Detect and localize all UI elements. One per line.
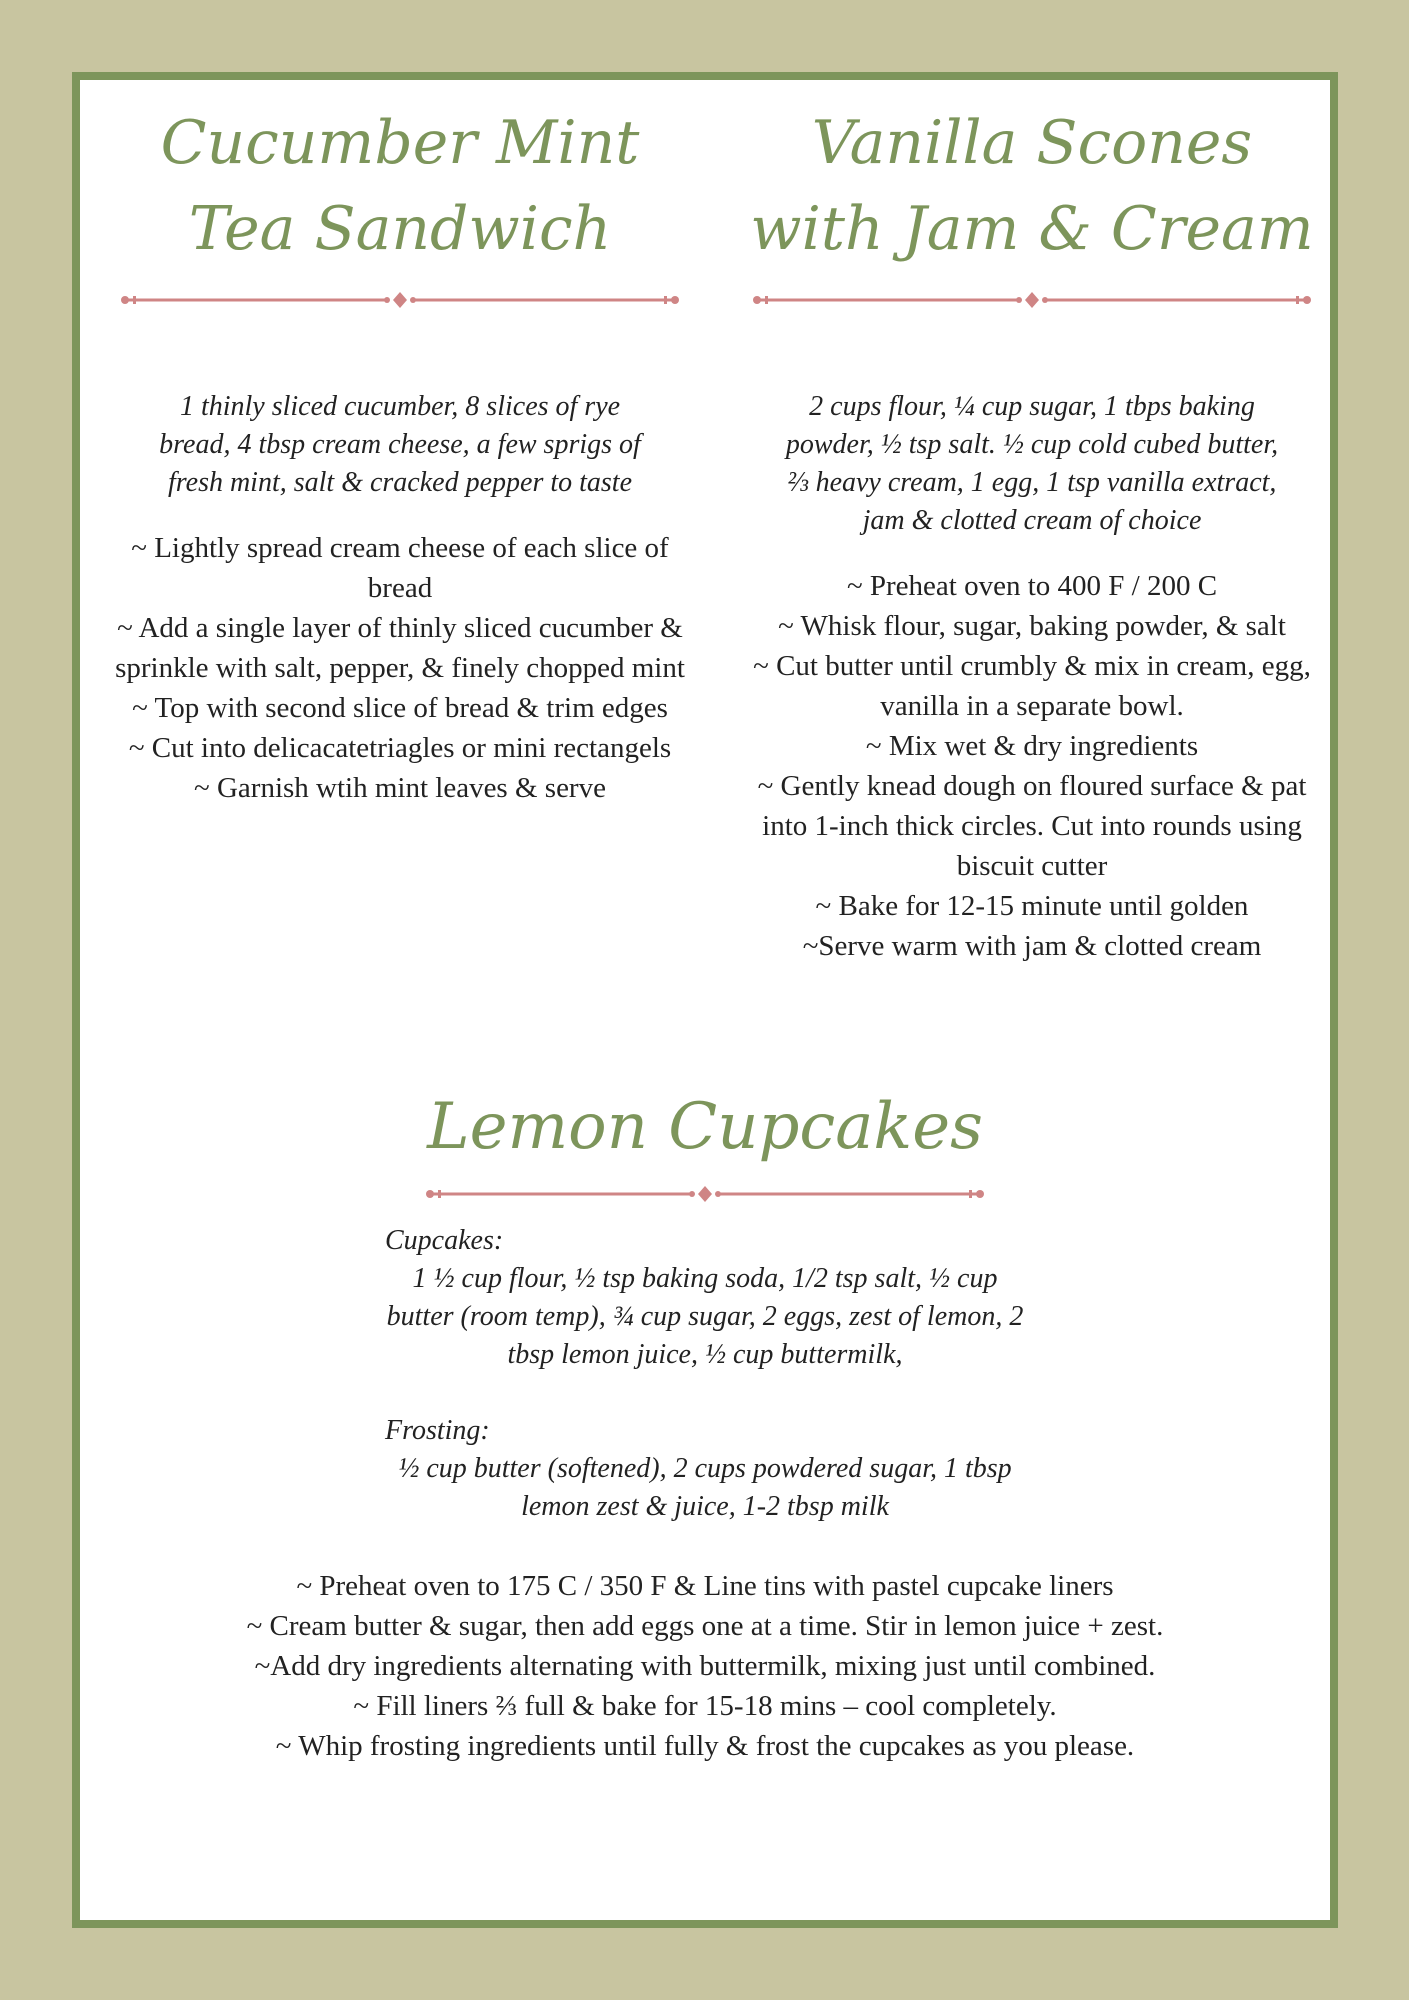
step-item: ~ Whip frosting ingredients until fully & frost the cupcakes as you please.	[275, 1730, 1135, 1762]
step-item: ~ Cut butter until crumbly & mix in cream, egg, vanilla in a separate bowl.	[753, 650, 1311, 722]
step-item: ~ Lightly spread cream cheese of each slice of bread	[131, 532, 669, 604]
ornament-divider-icon	[747, 290, 1317, 310]
frosting-label: Frosting:	[385, 1415, 490, 1446]
cupcakes-text: 1 ½ cup flour, ½ tsp baking soda, 1/2 tsp salt, ½ cup butter (room temp), ¾ cup sugar, 2 eggs, zest of lemon, 2 tbsp lemon juice, ½ cup buttermilk,	[386, 1263, 1024, 1370]
ornament-divider-icon	[420, 1184, 990, 1204]
cupcakes-ingredients	[385, 1222, 1025, 1374]
step-item: ~ Garnish wtih mint leaves & serve	[194, 772, 606, 804]
step-item: ~ Bake for 12-15 minute until golden	[815, 890, 1249, 922]
ingredients-text: 2 cups flour, ¼ cup sugar, 1 tbps baking powder, ½ tsp salt. ½ cup cold cubed butter, ⅔ heavy cream, 1 egg, 1 tsp vanilla extract, jam & clotted cream of choice	[785, 391, 1279, 536]
title-line-1: Vanilla Scones	[811, 108, 1253, 178]
recipe-title	[732, 100, 1332, 272]
step-item: ~Serve warm with jam & clotted cream	[802, 930, 1262, 962]
cucumber-sandwich-recipe	[100, 100, 700, 808]
ingredients-text: 1 thinly sliced cucumber, 8 slices of rye bread, 4 tbsp cream cheese, a few sprigs of fresh mint, salt & cracked pepper to taste	[159, 391, 641, 498]
step-item: ~ Preheat oven to 400 F / 200 C	[846, 570, 1218, 602]
step-item: ~ Whisk flour, sugar, baking powder, & salt	[778, 610, 1286, 642]
step-item: ~ Fill liners ⅔ full & bake for 15-18 mins – cool completely.	[353, 1690, 1057, 1722]
step-item: ~ Add a single layer of thinly sliced cucumber & sprinkle with salt, pepper, & finely chopped mint	[115, 612, 685, 684]
title-line-2: with Jam & Cream	[750, 194, 1314, 264]
steps-list	[742, 566, 1322, 966]
title-line-2: Tea Sandwich	[188, 194, 612, 264]
step-item: ~ Cut into delicacatetriagles or mini rectangels	[128, 732, 672, 764]
frosting-ingredients	[385, 1412, 1025, 1526]
vanilla-scones-recipe	[732, 100, 1332, 966]
steps-list	[225, 1566, 1185, 1766]
recipe-title	[100, 100, 700, 272]
step-item: ~Add dry ingredients alternating with buttermilk, mixing just until combined.	[254, 1650, 1156, 1682]
step-item: ~ Mix wet & dry ingredients	[865, 730, 1199, 762]
title-line-1: Cucumber Mint	[160, 108, 640, 178]
recipe-card	[72, 72, 1338, 1928]
frosting-text: ½ cup butter (softened), 2 cups powdered sugar, 1 tbsp lemon zest & juice, 1-2 tbsp milk	[398, 1453, 1012, 1522]
steps-list	[110, 528, 690, 808]
lemon-cupcakes-recipe	[80, 1082, 1330, 1766]
step-item: ~ Gently knead dough on floured surface & pat into 1-inch thick circles. Cut into rounds using biscuit cutter	[757, 770, 1307, 882]
ornament-divider-icon	[115, 290, 685, 310]
cupcakes-label: Cupcakes:	[385, 1225, 504, 1256]
recipe-title: Lemon Cupcakes	[427, 1090, 983, 1164]
step-item: ~ Top with second slice of bread & trim edges	[132, 692, 668, 724]
step-item: ~ Cream butter & sugar, then add eggs one at a time. Stir in lemon juice + zest.	[246, 1610, 1164, 1642]
step-item: ~ Preheat oven to 175 C / 350 F & Line tins with pastel cupcake liners	[296, 1570, 1114, 1602]
